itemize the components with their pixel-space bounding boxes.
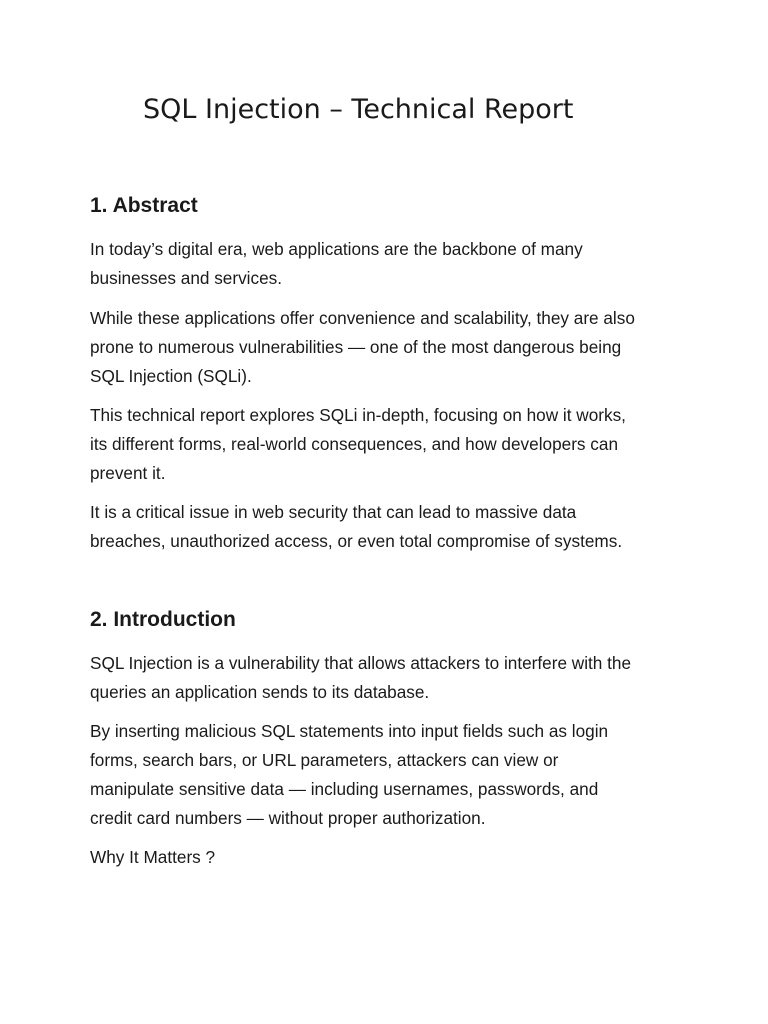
text-line: credit card numbers — without proper authorization.: [90, 808, 486, 828]
text-line: By inserting malicious SQL statements into input fields such as login: [90, 721, 609, 741]
text-line: This technical report explores SQLi in-depth, focusing on how it works,: [90, 405, 626, 425]
introduction-paragraph-1: [90, 649, 690, 707]
abstract-paragraph-4: [90, 498, 690, 556]
text-line: It is a critical issue in web security that can lead to massive data: [90, 502, 577, 522]
abstract-paragraph-3: [90, 401, 690, 488]
text-line: While these applications offer convenience and scalability, they are also: [90, 308, 635, 328]
text-line: manipulate sensitive data — including usernames, passwords, and: [90, 779, 599, 799]
document-title: SQL Injection – Technical Report: [143, 94, 574, 125]
introduction-paragraph-2: [90, 717, 690, 833]
text-line: its different forms, real-world consequences, and how developers can: [90, 434, 619, 454]
section-heading-introduction: 2. Introduction: [90, 608, 236, 631]
text-line: Why It Matters ?: [90, 847, 216, 867]
text-line: businesses and services.: [90, 268, 283, 288]
abstract-paragraph-2: [90, 304, 690, 391]
text-line: forms, search bars, or URL parameters, attackers can view or: [90, 750, 559, 770]
introduction-paragraph-3: [90, 843, 690, 872]
text-line: breaches, unauthorized access, or even total compromise of systems.: [90, 531, 623, 551]
abstract-paragraph-1: [90, 235, 690, 293]
text-line: queries an application sends to its database.: [90, 682, 430, 702]
text-line: prone to numerous vulnerabilities — one of the most dangerous being: [90, 337, 622, 357]
text-line: SQL Injection is a vulnerability that allows attackers to interfere with the: [90, 653, 632, 673]
text-line: In today’s digital era, web applications are the backbone of many: [90, 239, 583, 259]
text-line: SQL Injection (SQLi).: [90, 366, 252, 386]
section-heading-abstract: 1. Abstract: [90, 194, 198, 217]
text-line: prevent it.: [90, 463, 166, 483]
